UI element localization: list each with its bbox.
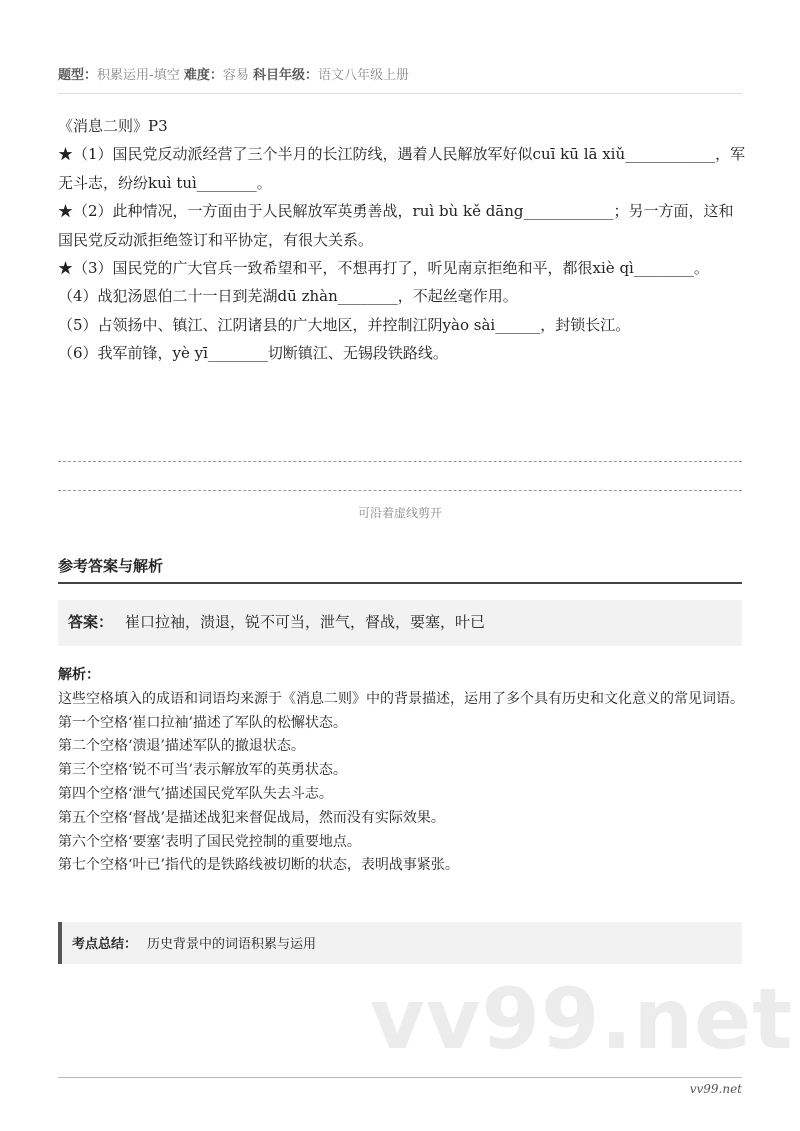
- watermark: vv99.net: [370, 970, 794, 1068]
- question-item: ★（3）国民党的广大官兵一致希望和平，不想再打了，听见南京拒绝和平，都很xiè qì________。: [58, 259, 709, 278]
- difficulty-label: 难度：: [183, 68, 223, 83]
- question-item: （6）我军前锋，yè yī________切断镇江、无锡段铁路线。: [58, 344, 448, 363]
- analysis-line: 第六个空格‘要塞’表明了国民党控制的重要地点。: [58, 833, 361, 850]
- question-item: （4）战犯汤恩伯二十一日到芜湖dū zhàn________，不起丝毫作用。: [58, 287, 518, 306]
- question-source: 《消息二则》P3: [58, 117, 168, 135]
- footer-divider: [58, 1077, 742, 1078]
- key-point-box: [58, 922, 742, 964]
- divider: [58, 582, 742, 584]
- cut-line: [58, 490, 742, 491]
- type-value: 积累运用-填空: [97, 68, 180, 83]
- answer-box: [58, 600, 742, 646]
- footer-site: vv99.net: [689, 1082, 742, 1096]
- analysis-line: 第一个空格‘崔口拉袖’描述了军队的松懈状态。: [58, 714, 347, 731]
- question-item: ★（2）此种情况，一方面由于人民解放军英勇善战，ruì bù kě dāng____________；另一方面，这和国民党反动派拒绝签订和平协定，有很大关系。: [58, 202, 734, 249]
- analysis-label: 解析：: [58, 667, 100, 683]
- cut-hint: 可沿着虚线剪开: [357, 506, 442, 520]
- key-point-label: 考点总结：: [72, 937, 138, 952]
- analysis-line: 第五个空格‘督战’是描述战犯来督促战局，然而没有实际效果。: [58, 809, 445, 826]
- analysis-line: 第三个空格‘锐不可当’表示解放军的英勇状态。: [58, 762, 347, 779]
- answer-text: 崔口拉袖，溃退，锐不可当，泄气，督战，要塞，叶已: [125, 613, 486, 631]
- section-title: 参考答案与解析: [58, 557, 164, 575]
- analysis-line: 第四个空格‘泄气’描述国民党军队失去斗志。: [58, 785, 333, 802]
- subject-value: 语文八年级上册: [318, 68, 410, 83]
- analysis-line: 第二个空格‘溃退’描述军队的撤退状态。: [58, 738, 305, 755]
- cut-line: [58, 461, 742, 462]
- question-item: ★（1）国民党反动派经营了三个半月的长江防线，遇着人民解放军好似cuī kū lā xiǔ____________，军无斗志，纷纷kuì tuì________。: [58, 145, 746, 192]
- type-label: 题型：: [58, 68, 98, 83]
- divider: [58, 93, 742, 94]
- analysis: [58, 664, 748, 878]
- subject-label: 科目年级：: [253, 68, 319, 83]
- answer-label: 答案：: [68, 613, 114, 631]
- difficulty-value: 容易: [222, 68, 249, 83]
- analysis-line: 这些空格填入的成语和词语均来源于《消息二则》中的背景描述，运用了多个具有历史和文化意义的常见词语。: [58, 690, 744, 707]
- key-point-text: 历史背景中的词语积累与运用: [147, 937, 317, 952]
- question-meta: [58, 64, 409, 83]
- question-item: （5）占领扬中、镇江、江阴诸县的广大地区，并控制江阴yào sài______，封锁长江。: [58, 315, 631, 334]
- question-body: [58, 112, 748, 368]
- analysis-line: 第七个空格‘叶已’指代的是铁路线被切断的状态，表明战事紧张。: [58, 857, 459, 874]
